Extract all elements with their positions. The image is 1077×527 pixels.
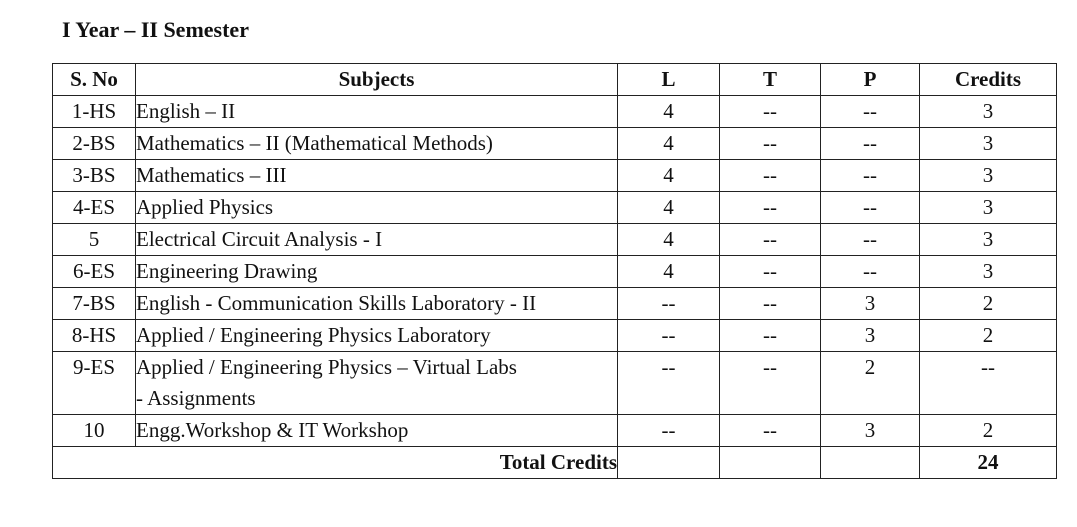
table-row [53, 320, 1057, 352]
cell-l: 4 [618, 256, 720, 288]
cell-sno: 10 [53, 415, 136, 447]
header-row [53, 64, 1057, 96]
cell-l: 4 [618, 128, 720, 160]
header-sno: S. No [53, 64, 136, 96]
total-cell-t [720, 447, 821, 479]
table-row [53, 192, 1057, 224]
header-t: T [720, 64, 821, 96]
page-title: I Year – II Semester [62, 17, 249, 42]
cell-credits: 3 [920, 96, 1057, 128]
cell-credits: 2 [920, 415, 1057, 447]
header-p: P [821, 64, 920, 96]
header-l: L [618, 64, 720, 96]
table-row [53, 96, 1057, 128]
cell-sno: 9-ES [53, 352, 136, 415]
cell-credits: 3 [920, 160, 1057, 192]
cell-credits: 3 [920, 192, 1057, 224]
cell-l: -- [618, 415, 720, 447]
cell-credits: 3 [920, 256, 1057, 288]
table-row [53, 224, 1057, 256]
curriculum-table [52, 63, 1057, 479]
cell-credits: 2 [920, 288, 1057, 320]
total-credits-label: Total Credits [53, 447, 618, 479]
cell-p: -- [821, 192, 920, 224]
cell-l: 4 [618, 160, 720, 192]
total-credits-value: 24 [920, 447, 1057, 479]
cell-p: 3 [821, 415, 920, 447]
table-row [53, 288, 1057, 320]
cell-p: 3 [821, 288, 920, 320]
cell-sno: 2-BS [53, 128, 136, 160]
cell-l: -- [618, 352, 720, 415]
cell-t: -- [720, 96, 821, 128]
cell-p: -- [821, 160, 920, 192]
cell-subject: Engineering Drawing [136, 256, 618, 288]
cell-p: -- [821, 128, 920, 160]
cell-l: -- [618, 288, 720, 320]
table-row [53, 160, 1057, 192]
cell-credits: -- [920, 352, 1057, 415]
cell-p: -- [821, 96, 920, 128]
total-cell-p [821, 447, 920, 479]
cell-credits: 2 [920, 320, 1057, 352]
cell-t: -- [720, 352, 821, 415]
cell-sno: 6-ES [53, 256, 136, 288]
cell-sno: 7-BS [53, 288, 136, 320]
cell-t: -- [720, 415, 821, 447]
cell-sno: 5 [53, 224, 136, 256]
cell-subject: Electrical Circuit Analysis - I [136, 224, 618, 256]
cell-p: -- [821, 224, 920, 256]
cell-l: 4 [618, 224, 720, 256]
table-row [53, 128, 1057, 160]
cell-subject: Applied Physics [136, 192, 618, 224]
total-cell-l [618, 447, 720, 479]
cell-t: -- [720, 160, 821, 192]
cell-subject: Applied / Engineering Physics Laboratory [136, 320, 618, 352]
cell-l: 4 [618, 192, 720, 224]
subject-line-1: Applied / Engineering Physics – Virtual Labs [136, 355, 517, 379]
cell-credits: 3 [920, 224, 1057, 256]
cell-subject-multiline [136, 352, 618, 415]
cell-t: -- [720, 224, 821, 256]
table-row [53, 415, 1057, 447]
cell-t: -- [720, 288, 821, 320]
cell-t: -- [720, 192, 821, 224]
cell-subject: English - Communication Skills Laboratory - II [136, 288, 618, 320]
cell-p: 3 [821, 320, 920, 352]
cell-sno: 8-HS [53, 320, 136, 352]
cell-t: -- [720, 128, 821, 160]
header-credits: Credits [920, 64, 1057, 96]
cell-t: -- [720, 256, 821, 288]
cell-p: 2 [821, 352, 920, 415]
cell-subject: English – II [136, 96, 618, 128]
header-subjects: Subjects [136, 64, 618, 96]
cell-credits: 3 [920, 128, 1057, 160]
subject-line-2: - Assignments [136, 386, 256, 410]
cell-l: 4 [618, 96, 720, 128]
cell-subject: Engg.Workshop & IT Workshop [136, 415, 618, 447]
cell-subject: Mathematics – II (Mathematical Methods) [136, 128, 618, 160]
table-row [53, 256, 1057, 288]
cell-t: -- [720, 320, 821, 352]
table-row [53, 352, 1057, 415]
cell-p: -- [821, 256, 920, 288]
cell-sno: 4-ES [53, 192, 136, 224]
cell-sno: 1-HS [53, 96, 136, 128]
cell-subject: Mathematics – III [136, 160, 618, 192]
cell-l: -- [618, 320, 720, 352]
cell-sno: 3-BS [53, 160, 136, 192]
total-row [53, 447, 1057, 479]
